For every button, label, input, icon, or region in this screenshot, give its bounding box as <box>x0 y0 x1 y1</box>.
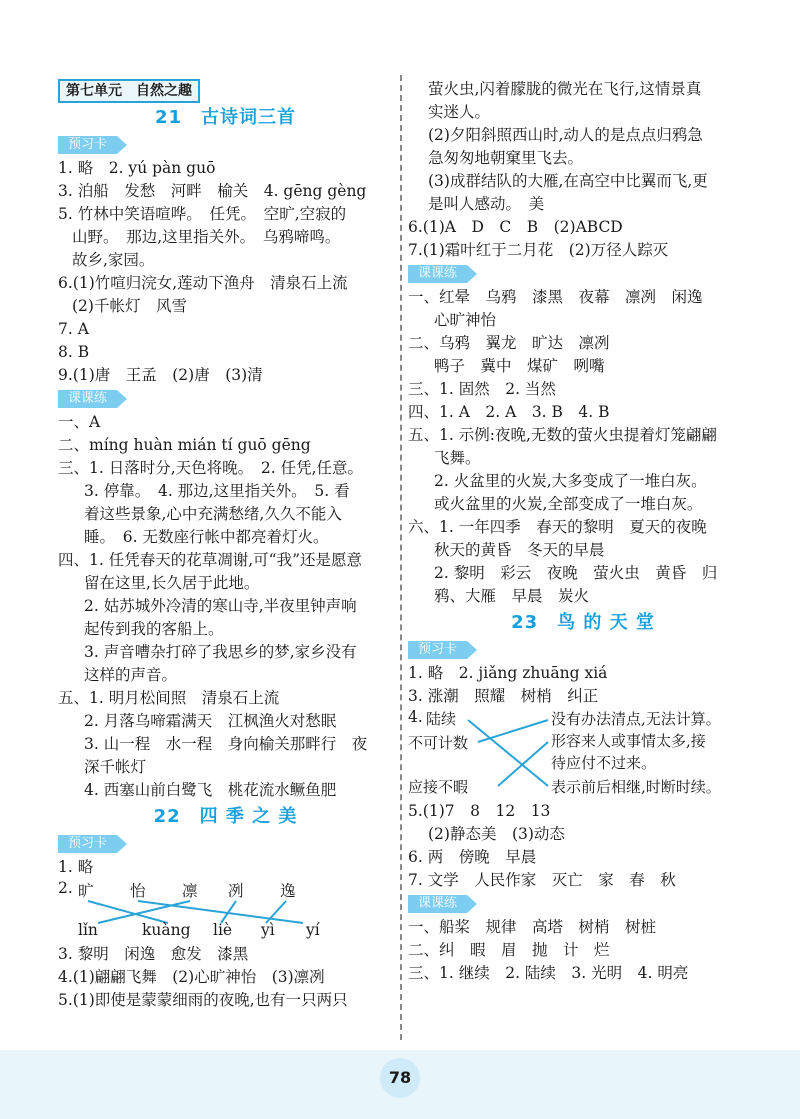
lesson-22-preview-continued <box>408 78 758 262</box>
match-pinyin: yì <box>261 921 275 939</box>
preview-tag: 预习卡 <box>58 835 117 853</box>
answer-line: 6.(1)竹喧归浣女,莲动下渔舟 清泉石上流 <box>58 274 348 292</box>
answer-line: 四、1. A 2. A 3. B 4. B <box>408 403 610 421</box>
answer-line: 是叫人感动。 美 <box>428 195 545 213</box>
answer-line: 秋天的黄昏 冬天的早晨 <box>434 541 605 559</box>
answer-line: 二、乌鸦 翼龙 旷达 凛冽 <box>408 334 610 352</box>
answer-line: 三、1. 日落时分,天色将晚。 2. 任凭,任意。 <box>58 459 364 477</box>
answer-line: 故乡,家园。 <box>72 251 155 269</box>
word-meaning-matching <box>408 708 758 800</box>
match-meaning: 待应付不过来。 <box>551 754 657 772</box>
match-pinyin: liè <box>213 921 233 939</box>
question-number: 4. <box>408 708 423 726</box>
right-column <box>408 78 758 985</box>
match-meaning: 表示前后相继,时断时续。 <box>551 778 721 796</box>
answer-line: 睡。 6. 无数座行帐中都亮着灯火。 <box>84 528 329 546</box>
column-divider <box>400 75 402 1040</box>
answer-line: 3. 涨潮 照耀 树梢 纠正 <box>408 687 599 705</box>
answer-line: 着这些景象,心中充满愁绪,久久不能入 <box>84 505 342 523</box>
match-meaning: 形容来人或事情太多,接 <box>551 732 706 750</box>
answer-line: 7. A <box>58 320 89 338</box>
unit-title: 第七单元 自然之趣 <box>58 79 200 103</box>
lesson-22-preview <box>58 856 393 1012</box>
match-word: 不可计数 <box>408 734 469 752</box>
answer-line: (3)成群结队的大雁,在高空中比翼而飞,更 <box>428 172 708 190</box>
practice-tag: 课课练 <box>58 390 117 408</box>
answer-line: 2. 月落乌啼霜满天 江枫渔火对愁眠 <box>84 712 337 730</box>
answer-line: 3. 声音嘈杂打碎了我思乡的梦,家乡没有 <box>84 643 357 661</box>
answer-line: 急匆匆地朝窠里飞去。 <box>428 149 584 167</box>
match-word: 陆续 <box>426 710 457 728</box>
answer-line: 3. 停靠。 4. 那边,这里指关外。 5. 看 <box>84 482 350 500</box>
match-char: 逸 <box>280 882 296 900</box>
answer-line: 这样的声音。 <box>84 666 178 684</box>
answer-line: 7.(1)霜叶红于二月花 (2)万径人踪灭 <box>408 241 669 259</box>
pinyin-matching <box>58 879 393 943</box>
answer-line: 六、1. 一年四季 春天的黎明 夏天的夜晚 <box>408 518 707 536</box>
practice-tag: 课课练 <box>408 895 467 913</box>
preview-tag: 预习卡 <box>408 641 467 659</box>
answer-line: 2. 火盆里的火炭,大多变成了一堆白灰。 <box>434 472 707 490</box>
match-char: 怡 <box>130 882 146 900</box>
answer-line: 二、míng huàn mián tí guō gēng <box>58 436 311 454</box>
match-meaning: 没有办法清点,无法计算。 <box>551 710 721 728</box>
answer-line: 7. 文学 人民作家 灭亡 家 春 秋 <box>408 871 676 889</box>
page-number: 78 <box>380 1058 420 1098</box>
lesson-23-preview <box>408 662 758 892</box>
match-char: 冽 <box>228 882 244 900</box>
match-word: 应接不暇 <box>408 778 469 796</box>
lesson-22-title: 22 四 季 之 美 <box>153 806 298 827</box>
match-pinyin: yí <box>306 921 320 939</box>
answer-line: 9.(1)唐 王孟 (2)唐 (3)清 <box>58 366 263 384</box>
answer-line: 五、1. 示例:夜晚,无数的萤火虫提着灯笼翩翩 <box>408 426 717 444</box>
answer-line: 飞舞。 <box>434 449 481 467</box>
lesson-21-title: 21 古诗词三首 <box>154 107 297 128</box>
preview-tag: 预习卡 <box>58 136 117 154</box>
answer-line: 4. 西塞山前白鹭飞 桃花流水鳜鱼肥 <box>84 781 337 799</box>
answer-line: 或火盆里的火炭,全部变成了一堆白灰。 <box>434 495 703 513</box>
answer-line: 起传到我的客船上。 <box>84 620 224 638</box>
answer-line: 6.(1)A D C B (2)ABCD <box>408 218 623 236</box>
answer-line: 二、纠 暇 眉 抛 计 烂 <box>408 941 610 959</box>
answer-line: 8. B <box>58 343 90 361</box>
answer-line: 5. 竹林中笑语喧哗。 任凭。 空旷,空寂的 <box>58 205 347 223</box>
lesson-23-practice <box>408 916 758 985</box>
answer-line: 一、A <box>58 413 101 431</box>
answer-line: 三、1. 继续 2. 陆续 3. 光明 4. 明亮 <box>408 964 689 982</box>
answer-line: 深千帐灯 <box>84 758 147 776</box>
answer-line: 萤火虫,闪着朦胧的微光在飞行,这情景真 <box>428 80 702 98</box>
answer-line: 3. 泊船 发愁 河畔 榆关 4. gēng gèng <box>58 182 367 200</box>
answer-line: (2)静态美 (3)动态 <box>428 825 565 843</box>
match-pinyin: lǐn <box>78 921 98 939</box>
answer-line: 1. 略 <box>58 858 94 876</box>
answer-line: 3. 山一程 水一程 身向榆关那畔行 夜 <box>84 735 368 753</box>
answer-line: 实迷人。 <box>428 103 491 121</box>
question-number: 2. <box>58 879 73 897</box>
answer-line: 鸭子 冀中 煤矿 咧嘴 <box>434 357 605 375</box>
answer-line: 1. 略 2. yú pàn guō <box>58 159 216 177</box>
answer-line: 6. 两 傍晚 早晨 <box>408 848 537 866</box>
answer-line: 一、红晕 乌鸦 漆黑 夜幕 凛冽 闲逸 <box>408 288 703 306</box>
answer-line: 3. 黎明 闲逸 愈发 漆黑 <box>58 945 249 963</box>
match-char: 旷 <box>78 882 94 900</box>
answer-line: 1. 略 2. jiǎng zhuāng xiá <box>408 664 608 682</box>
answer-line: (2)夕阳斜照西山时,动人的是点点归鸦急 <box>428 126 703 144</box>
answer-line: 四、1. 任凭春天的花草凋谢,可“我”还是愿意 <box>58 551 362 569</box>
answer-line: 心旷神怡 <box>434 311 497 329</box>
answer-line: 留在这里,长久居于此地。 <box>84 574 260 592</box>
lesson-21-preview <box>58 157 393 387</box>
lesson-22-practice <box>408 286 758 608</box>
answer-line: 2. 黎明 彩云 夜晚 萤火虫 黄昏 归 <box>434 564 718 582</box>
answer-line: 三、1. 固然 2. 当然 <box>408 380 556 398</box>
answer-line: 山野。 那边,这里指关外。 乌鸦啼鸣。 <box>72 228 341 246</box>
answer-line: 5.(1)7 8 12 13 <box>408 802 551 820</box>
answer-line: 一、船桨 规律 高塔 树梢 树桩 <box>408 918 657 936</box>
answer-line: 4.(1)翩翩飞舞 (2)心旷神怡 (3)凛冽 <box>58 968 325 986</box>
answer-line: 鸦、大雁 早晨 炭火 <box>434 587 590 605</box>
match-pinyin: kuàng <box>142 921 191 939</box>
answer-line: 2. 姑苏城外冷清的寒山寺,半夜里钟声响 <box>84 597 357 615</box>
answer-line: 五、1. 明月松间照 清泉石上流 <box>58 689 280 707</box>
practice-tag: 课课练 <box>408 265 467 283</box>
answer-line: (2)千帐灯 风雪 <box>72 297 187 315</box>
answer-line: 5.(1)即使是蒙蒙细雨的夜晚,也有一只两只 <box>58 991 348 1009</box>
lesson-23-title: 23 鸟 的 天 堂 <box>511 612 655 633</box>
lesson-21-practice <box>58 411 393 802</box>
match-char: 凛 <box>182 882 198 900</box>
left-column <box>58 70 393 1012</box>
